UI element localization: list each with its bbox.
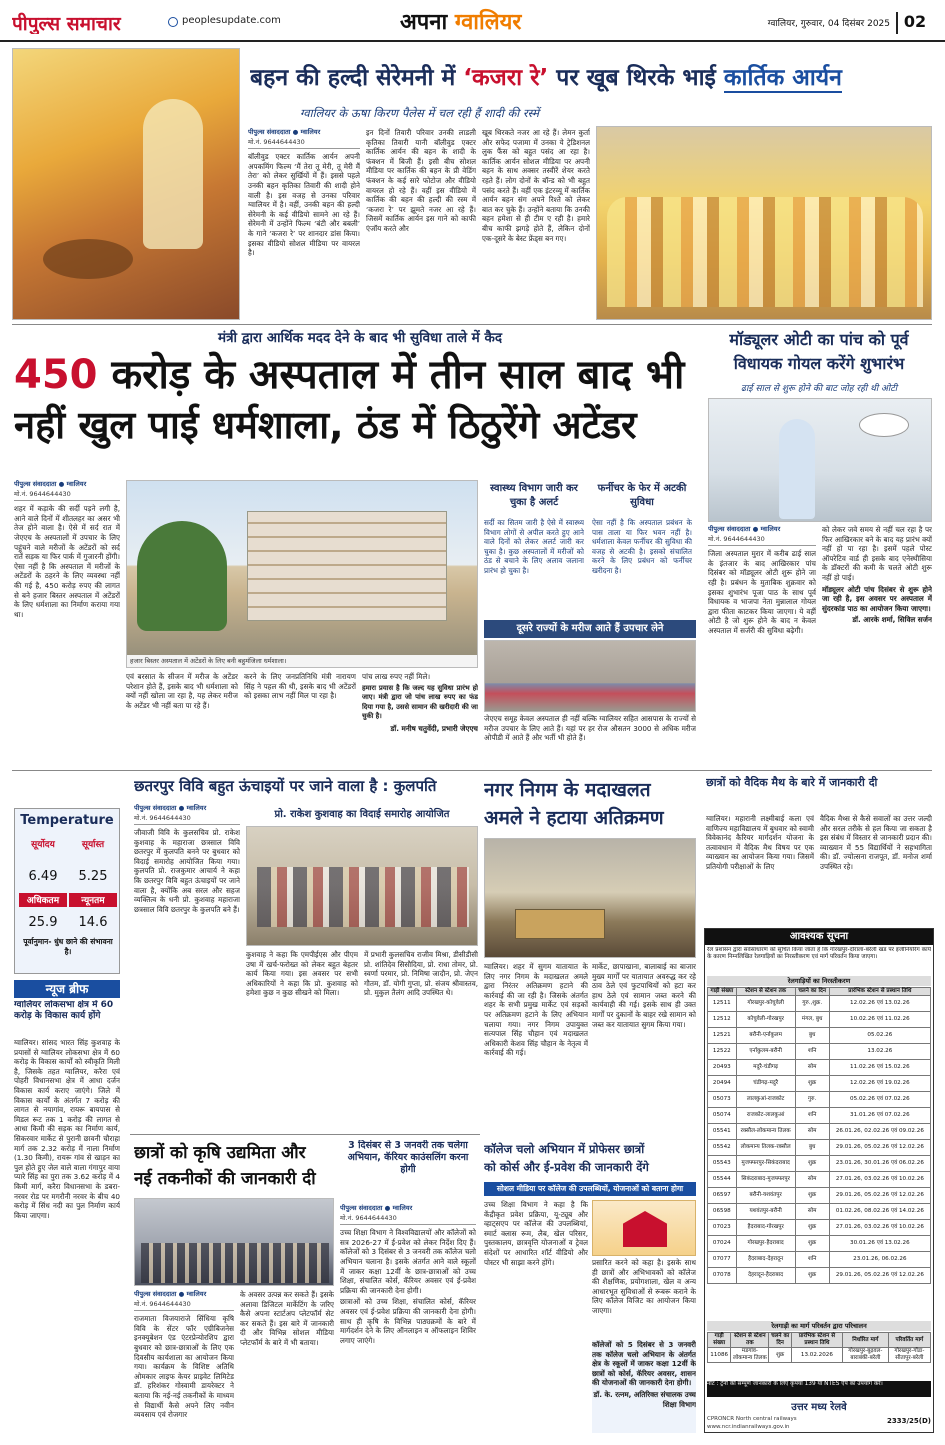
table-cell: 05073 [708, 1092, 737, 1108]
story2-mobile: मो.नं. 9644644430 [14, 489, 71, 498]
table-cell: गुरु.,शुक्र. [795, 996, 829, 1012]
story7-col2: के अवसर उत्पन्न कर सकते हैं। इसके अलावा डिजिटल मार्केटिंग के जरिए कैसे अपना स्टार्टअप प्लेटफॉर्म सेट कर सकते हैं। इस बारे में जानकारी दी और विभिन्न सोशल मीडिया प्लेटफॉर्म के बारे में भी बताया। [240, 1290, 334, 1347]
table-cell: बुध [795, 1028, 829, 1044]
table-row [708, 996, 931, 1012]
table-cell: रक्सौल-लोकमान्य तिलक [736, 1124, 795, 1140]
story8-text-1: उच्च शिक्षा विभाग ने विश्वविद्यालयों और कॉलेजों को सत्र 2026-27 में ई-प्रवेश को लेकर निर्देश दिए हैं। कॉलेजों को 3 दिसंबर से 3 जनवरी तक कॉलेज चलो अभियान चलाना है। इसके अंतर्गत आने वाले स्कूलों में जाकर कक्षा 12वीं के छात्र-छात्राओं को उच्च शिक्षा, संचालित कोर्स, कॅरियर अवसर एवं ई-प्रवेश प्रक्रिया की जानकारी देना होगी। [340, 1228, 476, 1295]
story7-col1 [134, 1290, 234, 1433]
story9-col2: प्रसारित करने को कहा है। इसके साथ ही छात्रों और अभिभावकों को कॉलेज की शैक्षणिक, प्रयोगशाला, खेल व अन्य आधारभूत सुविधाओं से रूबरू कराने के लिए कॉलेज विजिट का आयोजन किया जाएगा। [592, 1258, 696, 1315]
college-illustration [592, 1200, 696, 1256]
story3-headline-1: मॉड्यूलर ओटी का पांच को पूर्व [729, 330, 909, 349]
story5-col3: में प्रभारी कुलसचिव राजीव मिश्रा, डीसीडीसी प्रो. शांतिदेव सिसौदिया, प्रो. राधा तोमर, प्रो. स्वर्णा परमार, प्रो. निमिषा जादौन, प्रो. जेएन गौतम, डॉ. योगी गुप्ता, प्रो. संजय श्रीवास्तव, प्रो. मुकुल तैलंग आदि उपस्थित थे। [364, 950, 478, 998]
table-cell: 12512 [708, 1012, 737, 1028]
table-cell: हैदराबाद-देहरादून [736, 1252, 795, 1268]
table-row [708, 1252, 931, 1268]
table-row [708, 1268, 931, 1284]
website-url[interactable]: peoplesupdate.com [182, 15, 281, 26]
cancellation-table-wrap [707, 987, 931, 1317]
story2-col4 [362, 672, 478, 765]
table-row [708, 1028, 931, 1044]
story9-headline-1: कॉलेज चलो अभियान में प्रोफेसर छात्रों [484, 1142, 645, 1156]
reroute-title: रेलगाड़ी का मार्ग परिवर्तन द्वारा परिचालन [707, 1321, 931, 1331]
table-cell: मुजफ्फरपुर-सिकंदराबाद [736, 1156, 795, 1172]
story9-headline [484, 1140, 696, 1180]
table-cell: बरौनी-एर्नाकुलम [736, 1028, 795, 1044]
table-cell: राजकोट-लालकुआं [736, 1108, 795, 1124]
story5-subhead: प्रो. राकेश कुशवाह का विदाई समारोह आयोजित [274, 809, 450, 820]
table-cell: 12.02.26 एवं 13.02.26 [829, 996, 930, 1012]
dateline: ग्वालियर, गुरुवार, 04 दिसंबर 2025 [767, 19, 890, 29]
story2-byline: पीपुल्स संवाददाता ● ग्वालियर [14, 480, 87, 488]
story1-headline [250, 60, 930, 102]
college-building-icon [623, 1211, 667, 1247]
table-cell: शुक्र [795, 1220, 829, 1236]
table-cell: सोम [795, 1204, 829, 1220]
story2-col3: करने के लिए जनप्रतिनिधि मंत्री नारायण सिंह ने पहल की थी, इसके बाद भी अटेंडरों को इसका लाभ नहीं मिल पा रहा है। [244, 672, 356, 701]
story6-col1: ग्वालियर। शहर में सुगम यातायात के लिए नगर निगम के मदाखलत अमले द्वारा निरंतर अतिक्रमण हटाने की कार्रवाई की जा रही है। जिसके अंतर्गत शहर के सभी प्रमुख मार्केट एवं सड़कों पर अतिक्रमण हटाने के लिए अभियान चलाया गया। नगर निगम उपायुक्त सत्यपाल सिंह चौहान एवं मदाखलत अधिकारी केशव सिंह चौहान के नेतृत्व में कार्रवाई की गई। [484, 962, 588, 1058]
story2-text-4: पांच लाख रुपए नहीं मिले। [362, 672, 431, 681]
table-cell: शनि [795, 1252, 829, 1268]
story1-col1 [248, 128, 360, 320]
table-cell: 07077 [708, 1252, 737, 1268]
story2-kicker: मंत्री द्वारा आर्थिक मदद देने के बाद भी सुविधा ताले में कैद [218, 330, 502, 346]
story2-headline [14, 350, 704, 468]
story1-col2: इन दिनों तिवारी परिवार उनकी लाडली कृतिका तिवारी यानी बॉलीवुड एक्टर कार्तिक आर्यन की बहन के शादी के फंक्शन में बिजी हैं। इसी बीच सोशल मीडिया पर कार्तिक की बहन के प्री वेडिंग फंक्शन के कई सारे फोटोज और वीडियो वायरल हो रहे हैं। वहीं इस वीडियो में कार्तिक की बहन की हल्दी की रस्म में ‘कजरा रे’ पर झूमते नजर आ रहे हैं। जिसमें कार्तिक आर्यन इस गाने को काफी एंजॉय करते और [366, 128, 476, 233]
table-cell: शनि [795, 1108, 829, 1124]
story6-headline-2: अमले ने हटाया अतिक्रमण [484, 807, 664, 829]
story7-byline: पीपुल्स संवाददाता ● ग्वालियर [134, 1290, 207, 1298]
table-cell: मडगांव-लोकमान्य तिलक [731, 1348, 769, 1363]
table-cell: 07024 [708, 1236, 737, 1252]
story1-col3: खूब थिरकते नजर आ रहे हैं। लेमन कुर्ता और सफेद पजामा में उनका ये ट्रेडिशनल लुक फैंस को बहुत पसंद आ रहा है। कार्तिक आर्यन सोशल मीडिया पर अपनी बहन के साथ अक्सर तस्वीरें शेयर करते रहते हैं। लोग दोनों के बॉन्ड को भी बहुत पसंद करते हैं। वहीं एक इंटरव्यू में कार्तिक आर्यन बहन संग अपने रिश्ते को लेकर बात कर चुके हैं। उन्होंने बताया कि उनकी बहन हमेशा से ही टीम ए रही है। हमारे बीच काफी झगड़े होते हैं, लेकिन दोनों एक-दूसरे के बेस्ट फ्रेंड्स बन गए। [482, 128, 590, 243]
table-cell: लोकमान्य तिलक-रक्सौल [736, 1140, 795, 1156]
story3-col1 [708, 525, 816, 765]
doctor-shape [779, 419, 815, 519]
table-cell: 26.01.26, 02.02.26 एवं 09.02.26 [829, 1124, 930, 1140]
table-cell: यशवंतपुर-बरौनी [736, 1204, 795, 1220]
table-row [708, 1236, 931, 1252]
tree-shape [137, 521, 227, 631]
story2-box-head: दूसरे राज्यों के मरीज आते हैं उपचार लेने [484, 620, 696, 638]
story9-banner: सोशल मीडिया पर कॉलेज की उपलब्धियों, योजनाओं को बताना होगा [484, 1182, 696, 1196]
divider-2 [12, 770, 932, 771]
table-cell: 27.01.26, 03.02.26 एवं 10.02.26 [829, 1172, 930, 1188]
story3-col2 [822, 525, 932, 765]
table-cell: 30.01.26 एवं 13.02.26 [829, 1236, 930, 1252]
table-cell: हैदराबाद-गोरखपुर [736, 1220, 795, 1236]
story8-headline: 3 दिसंबर से 3 जनवरी तक चलेगा अभियान, कॅरियर काउंसलिंग करना होगी [347, 1140, 469, 1175]
table-cell: 01.02.26, 08.02.26 एवं 14.02.26 [829, 1204, 930, 1220]
table-cell: 11.02.26 एवं 15.02.26 [829, 1060, 930, 1076]
people-row-shape [257, 867, 469, 927]
table-row [708, 1108, 931, 1124]
table-row [708, 1156, 931, 1172]
building-shape [247, 511, 447, 621]
brief-title: न्यूज ब्रीफ [14, 980, 120, 998]
table-cell: 12511 [708, 996, 737, 1012]
railway-footer-note: नोट : ट्रेनों की सम्पूर्ण जानकारी के लिए कृपया 139 या NTES ऐप का उपयोग करें। [707, 1381, 931, 1397]
story2-headline-text1: करोड़ के अस्पताल में तीन साल बाद भी [111, 352, 685, 398]
brief-headline: ग्वालियर लोकसभा क्षेत्र में 60 करोड़ के विकास कार्य होंगे [14, 1000, 114, 1021]
story1-subhead: ग्वालियर के ऊषा किरण पैलेस में चल रही हैं शादी की रस्में [300, 106, 539, 120]
story1-mobile: मो.नं. 9644644430 [248, 137, 305, 146]
story2-box-text: जेएएच समूह केवल अस्पताल ही नहीं बल्कि ग्वालियर सहित आसपास के राज्यों से मरीज उपचार के लिए आते हैं। यहां पर हर रोज औसतन 3000 से अधिक मरीज ओपीडी में आते हैं और भर्ती भी होते हैं। [484, 714, 696, 743]
table-row [708, 1124, 931, 1140]
railway-table-title: रेलगाड़ियों का निरस्तीकरण [707, 976, 931, 986]
story2-col1 [14, 480, 120, 765]
table-cell: शनि [795, 1044, 829, 1060]
table-cell: 31.01.26 एवं 07.02.26 [829, 1108, 930, 1124]
table-cell: 05543 [708, 1156, 737, 1172]
story3-headline [706, 328, 932, 380]
story2-headline-line2: नहीं खुल पाई धर्मशाला, ठंड में ठिठुरेंगे अटेंडर [14, 403, 637, 447]
table-cell: 06598 [708, 1204, 737, 1220]
railway-intro: रेल प्रशासन द्वारा सर्वसाधारण को सूचित किया जाता है कि गोरखपुर-दौराला-बरेली खंड पर इंजीनियरिंग कार्य के कारण निम्नलिखित रेलगाड़ियों का निरस्तीकरण एवं मार्ग परिवर्तन किया जाएगा। [707, 947, 931, 960]
story7-headline-2: नई तकनीकों की जानकारी दी [134, 1169, 316, 1189]
table-cell: 05544 [708, 1172, 737, 1188]
table-cell: 29.01.26, 05.02.26 एवं 12.02.26 [829, 1188, 930, 1204]
reroute-header-1: स्टेशन से स्टेशन तक [731, 1333, 769, 1348]
page-number: 02 [896, 12, 932, 34]
story2-side-text1: सर्दी का सितम जारी है ऐसे में स्वास्थ्य विभाग लोगों से अपील करते हुए आने वाले दिनों को लेकर अलर्ट जारी कर चुका है। कुछ अस्पतालों में मरीजों को ठंड से बचाने के लिए अलाव जलाना प्रारंभ हो चुका है। [484, 518, 584, 575]
hospital-photo-caption: हजार बिस्तर अस्पताल में अटेंडरों के लिए बनी बहुमंजिला धर्मशाला। [127, 655, 478, 668]
max-label: अधिकतम [19, 893, 67, 907]
table-cell: देहरादून-हैदराबाद [736, 1268, 795, 1284]
story2-side-text2: ऐसा नहीं है कि अस्पताल प्रबंधन के पास ताला या फिर भवन नहीं है। धर्मशाला केवल फर्नीचर की सुविधा की वजह से अटकी है। इसको संचालित करने के लिए प्रबंधन को फर्नीचर खरीदना है। [592, 518, 692, 575]
reroute-table-wrap [707, 1332, 931, 1378]
railway-notice [704, 928, 934, 1433]
story6-col2: मार्केट, छापाखाना, बालाबाई का बाजार मुख्य मार्गों पर यातायात अवरुद्ध कर रहे ठाव ठेले एवं फुटपाथियों को हटा कर हाथ ठेले एवं सामान जब्त करने की कार्यवाही की गई। इसके साथ ही उक्त मार्गों पर दुकानों के बाहर रखे सामान को जब्त कर यातायात सुगम किया गया। [592, 962, 696, 1029]
table-cell: कोचुवेली-गोरखपुर [736, 1012, 795, 1028]
table-cell: सोम [795, 1124, 829, 1140]
railway-zone: उत्तर मध्य रेलवे [791, 1402, 847, 1413]
story5-byline: पीपुल्स संवाददाता ● ग्वालियर [134, 804, 207, 812]
story3-note: मॉड्यूलर ओटी पांच दिसंबर से शुरू होने जा रही है, इस अवसर पर अस्पताल में सुंदरकांड पाठ का आयोजन किया जाएगा। [822, 584, 932, 613]
table-row [708, 1060, 931, 1076]
audience-shape [141, 1243, 329, 1283]
reroute-header-2: चलने का दिन [769, 1333, 791, 1348]
max-value: 25.9 [28, 915, 58, 930]
story7-text-1: राजमाता विजयाराजे सिंधिया कृषि विवि के सेंटर फॉर एग्रीबिजनेस इनक्यूबेशन एंड एंटरप्रेन्योरशिप द्वारा बुधवार को छात्र-छात्राओं के लिए एक दिवसीय कार्यशाला का आयोजन किया गया। कार्यक्रम के विशिष्ट अतिथि ओमकार लाइफ केयर प्राइवेट लिमिटेड डॉ. हरिशंकर गोस्वामी डायरेक्टर ने बताया कि नई-नई तकनीकों के माध्यम से विद्यार्थी कैसे अपने लिए नवीन व्यवसाय एवं रोजगार [134, 1314, 234, 1420]
patients-photo [484, 640, 696, 712]
table-cell: सिकंदराबाद-मुजफ्फरपुर [736, 1172, 795, 1188]
story3-text-2: को लेकर जवे समय से नहीं चल रहा है पर फिर आखिरकार बने के बाद यह प्रारंभ क्यों नहीं हो पा रहा है। इसमें पहले पोस्ट ऑपरेटिव वार्ड ही इसके बाद एनेस्थीसिया के डॉक्टरों की कमी के चलते ओटी शुरू नहीं हो पाई। [822, 525, 932, 582]
paper-logo[interactable]: पीपुल्स समाचार [12, 13, 121, 34]
table-cell: गुरु. [795, 1092, 829, 1108]
divider-1 [12, 324, 932, 325]
table-cell: 27.01.26, 03.02.26 एवं 10.02.26 [829, 1220, 930, 1236]
story5-mobile: मो.नं. 9644644430 [134, 813, 191, 822]
min-label: न्यूनतम [69, 893, 117, 907]
railway-tender-no: 2333/25(D) [887, 1417, 931, 1425]
story1-headline-c: पर खूब थिरके भाई [556, 65, 716, 91]
story6-headline [484, 776, 696, 836]
table-row [708, 1012, 931, 1028]
table-cell: शुक्र [795, 1236, 829, 1252]
table-row [708, 1076, 931, 1092]
sunrise-value: 6.49 [28, 869, 58, 884]
section-title [400, 6, 600, 36]
table-cell: 12522 [708, 1044, 737, 1060]
table-cell: गोरखपुर-हैदराबाद [736, 1236, 795, 1252]
table-cell: 29.01.26, 05.02.26 एवं 12.02.26 [829, 1140, 930, 1156]
story7-mobile: मो.नं. 9644644430 [134, 1299, 191, 1308]
reroute-header-0: गाड़ी संख्या [708, 1333, 731, 1348]
table-row [708, 1140, 931, 1156]
haldi-photo-right [596, 126, 932, 320]
story8-byline: पीपुल्स संवाददाता ● ग्वालियर [340, 1204, 413, 1212]
reroute-row [708, 1348, 931, 1363]
table-row [708, 1044, 931, 1060]
story4-col2: वैदिक मैथ्स से कैसे सवालों का उत्तर जल्दी और सरल तरीके से हल किया जा सकता है इस संबंध में विस्तार से जानकारी प्रदान की। व्याख्यान में 55 विद्यार्थियों ने सहभागिता की। डॉ. ज्योत्सना राजपूत, डॉ. मनोज शर्मा उपस्थित रहे। [820, 814, 932, 871]
story9-note: कॉलेजों को 5 दिसंबर से 3 जनवरी तक कॉलेज चलो अभियान के अंतर्गत क्षेत्र के स्कूलों में जाकर कक्षा 12वीं के छात्रों को कोर्स, कॅरियर अवसर, शासन की योजनाओं की जानकारी देना होगी। [592, 1340, 696, 1388]
story2-quote-by: डॉ. मनीष चतुर्वेदी, प्रभारी जेएएच [390, 723, 478, 733]
story5-headline: छतरपुर विवि बहुत ऊंचाइयों पर जाने वाला है : कुलपति [134, 777, 437, 795]
sunset-value: 5.25 [78, 869, 108, 884]
table-cell: 07078 [708, 1268, 737, 1284]
min-value: 14.6 [78, 915, 108, 930]
story7-headline-1: छात्रों को कृषि उद्यमिता और [134, 1143, 306, 1163]
story5-byline-box [134, 804, 240, 826]
story2-side-head2: फर्नीचर के फेर में अटकी सुविधा [597, 483, 687, 508]
table-row [708, 1220, 931, 1236]
table-cell: 11086 [708, 1348, 731, 1363]
table-row [708, 1092, 931, 1108]
story9-note-box [592, 1340, 696, 1433]
table-cell: 12.02.26 एवं 19.02.26 [829, 1076, 930, 1092]
story9-note-by: डॉ. के. रत्नम, अतिरिक्त संचालक उच्च शिक्षा विभाग [593, 1389, 696, 1409]
story2-side-head1: स्वास्थ्य विभाग जारी कर चुका है अलर्ट [490, 483, 578, 508]
story4-headline: छात्रों को वैदिक मैथ के बारे में जानकारी दी [706, 776, 878, 789]
railway-social[interactable]: CPRONCR North central railways www.ncr.indianrailways.gov.in [707, 1416, 797, 1430]
story2-text-1: शहर में कड़ाके की सर्दी पड़ने लगी है, आने वाले दिनों में शीतलहर का असर भी तेज होने वाला है। ऐसे में सर्द रात में जेएएच के अस्पतालों में उपचार के लिए पहुंचने वाले मरीजों के अटेंडरों को सर्द रातें सड़क या फिर पार्क में गुजारनी होंगी। ऐसा नहीं है कि अस्पताल में मरीजों के अटेंडरों के ठहरने के लिए व्यवस्था नहीं की गई है, 450 करोड़ रुपए की लागत से बने हजार बिस्तर अस्पताल में अटेंडरों के लिए धर्मशाला का निर्माण कराया गया था। [14, 504, 120, 619]
table-row [708, 1204, 931, 1220]
crowd-shape [607, 197, 923, 307]
table-cell: 29.01.26, 05.02.26 एवं 12.02.26 [829, 1268, 930, 1284]
story5-col1: जीवाजी विवि के कुलसचिव प्रो. राकेश कुशवाह के महाराजा छत्रसाल विवि छतरपुर में कुलपति बनने पर बुधवार को विदाई समारोह आयोजित किया गया। कुलपति प्रो. राजकुमार आचार्य ने कहा कि छतरपुर विवि बहुत ऊंचाइयों पर जाने वाला है, क्योंकि अब सरल और सहज व्यक्तित्व के धनी प्रो. कुशवाह महाराजा छत्रसाल विवि छतरपुर के कुलपति बने हैं। [134, 828, 240, 914]
table-cell: 05542 [708, 1140, 737, 1156]
section-title-orange: ग्वालियर [454, 10, 522, 35]
ot-photo [708, 398, 932, 522]
story2-headline-num: 450 [14, 352, 98, 398]
table-cell: 05074 [708, 1108, 737, 1124]
story9-headline-2: को कोर्स और ई-प्रवेश की जानकारी देंगे [484, 1160, 649, 1174]
table-cell: बुध [795, 1140, 829, 1156]
table-cell: लालकुआं-राजकोट [736, 1092, 795, 1108]
table-cell: 23.01.26, 06.02.26 [829, 1252, 930, 1268]
table-cell: शुक्र [795, 1076, 829, 1092]
workshop-photo [134, 1198, 334, 1286]
table-cell: मंगल, बुध [795, 1012, 829, 1028]
cancellation-header-1: स्टेशन से स्टेशन तक [736, 988, 795, 996]
table-cell: मदुरै-चंडीगढ़ [736, 1060, 795, 1076]
story5-col2: कुशवाह ने कहा कि एमपीईएस और पीएम उषा में खर्च-फरोख्त को लेकर बहुत बेहतर कार्य किया गया। इस अवसर पर सभी अधिकारियों ने कहा कि प्रो. कुशवाह को हमेशा कुछ न कुछ सीखने को मिला। [246, 950, 358, 998]
forecast-text: पूर्वानुमान- धुंध छाने की संभावना है। [23, 937, 113, 956]
sunrise-label: सूर्योदय [31, 840, 55, 850]
cancellation-header-3: प्रारंभिक स्टेशन से प्रस्थान तिथि [829, 988, 930, 996]
globe-icon [168, 17, 178, 27]
table-row [708, 1188, 931, 1204]
table-cell: गोरखपुर-बुढ़वल-बाराबंकी-बरेली [843, 1348, 889, 1363]
table-cell: 07023 [708, 1220, 737, 1236]
story1-headline-d: कार्तिक आर्यन [723, 65, 842, 91]
masthead [0, 0, 945, 42]
section-title-black: अपना [400, 10, 448, 35]
reroute-table [707, 1332, 931, 1363]
table-cell: 13.02.2026 [791, 1348, 842, 1363]
hospital-photo [126, 480, 478, 668]
table-cell: 10.02.26 एवं 11.02.26 [829, 1012, 930, 1028]
sunset-label: सूर्यास्त [81, 840, 105, 850]
story3-note-by: डॉ. आरके शर्मा, सिविल सर्जन [852, 615, 932, 625]
story2-quote: हमारा प्रयास है कि जल्द यह सुविधा प्रारंभ हो जाए। मंत्री द्वारा जो पांच लाख रुपए का फंड दिया गया है, उससे सामान की खरीदारी की जा चुकी है। [362, 683, 478, 721]
table-cell: सोम [795, 1060, 829, 1076]
railway-title: आवश्यक सूचना [705, 929, 933, 945]
brief-text: ग्वालियर। सांसद भारत सिंह कुशवाह के प्रयासों से ग्वालियर लोकसभा क्षेत्र में 60 करोड़ के विकास कार्यों को स्वीकृति मिली है, जिसके तहत ग्वालियर, करैरा एवं पोहरी विधानसभा क्षेत्र में आधा दर्जन विकास कार्य कराए जाएंगे। जिले में विकास कार्यों के अंतर्गत 7 करोड़ की लागत से नयागांव, रायरू बायपास से मिडल रूट तक 1 करोड़ की लागत से आधा किमी की सड़क का निर्माण कार्य, सिकरवार मार्केट से पुरानी छावनी चौराहा मार्ग तक 2.32 करोड़ में नाला निर्माण (1.30 किमी), रायरू गांव से खाड़न का पुल होते हुए जेल वाले वाला गंगापुर वाया प्यारे सिंह का पुरा तक 3.62 करोड़ में 4 किमी मार्ग, करैरा विधानसभा के डबरा-नरवर रोड पर मगरौनी नरवर के बीच 40 करोड़ में सिंध नदी का पुल निर्माण कार्य किया जाएगा। [14, 1038, 120, 1220]
reroute-header-3: प्रारंभिक स्टेशन से प्रस्थान तिथि [791, 1333, 842, 1348]
temperature-box [14, 808, 120, 974]
story3-mobile: मो.नं. 9644644430 [708, 534, 765, 543]
table-cell: शुक्र [795, 1156, 829, 1172]
story7-headline [134, 1140, 334, 1196]
table-cell: गोरखपुर-गोंडा-सीतापुर-बरेली [888, 1348, 930, 1363]
table-cell: शुक्र [795, 1268, 829, 1284]
table-cell: सोम [795, 1172, 829, 1188]
ot-lamp-shape [859, 413, 909, 437]
story3-headline-2: विधायक गोयल करेंगे शुभारंभ [733, 354, 905, 373]
story1-text-1: बॉलीवुड एक्टर कार्तिक आर्यन अपनी अपकमिंग फिल्म ‘मैं तेरा तू मेरी, तू मेरी मैं तेरा’ को लेकर सुर्खियों में हैं। इससे पहले उनकी बहन कृतिका तिवारी की शादी होने वाली है। इस वजह से उनका परिवार ग्वालियर में है। वहीं, उनकी बहन की हल्दी सेरेमनी के कई वीडियो सामने आ रहे हैं। सेरेमनी में उन्होंने फिल्म ‘बंटी और बबली’ के गाने ‘कजरा रे’ पर शानदार डांस किया। इसका वीडियो सोशल मीडिया पर वायरल है। [248, 152, 360, 258]
table-cell: चंडीगढ़-मदुरै [736, 1076, 795, 1092]
table-cell: 20493 [708, 1060, 737, 1076]
table-cell: 05.02.26 एवं 07.02.26 [829, 1092, 930, 1108]
cart-shape [515, 909, 605, 939]
cancellation-table [707, 987, 931, 1284]
table-cell: शुक्र [795, 1188, 829, 1204]
table-cell: गोरखपुर-कोचुवेली [736, 996, 795, 1012]
story8-mobile: मो.नं. 9644644430 [340, 1213, 397, 1222]
table-row [708, 1172, 931, 1188]
story4-col1: ग्वालियर। महारानी लक्ष्मीबाई कला एवं वाणिज्य महाविद्यालय में बुधवार को स्वामी विवेकानंद कैरियर मार्गदर्शन योजना के तत्वावधान में वैदिक मैथ विषय पर एक व्याख्यान का आयोजन किया गया। जिसमें प्रतियोगी परीक्षाओं के लिए [706, 814, 814, 871]
story1-headline-b: ‘कजरा रे’ [463, 65, 549, 91]
story2-col2: एवं बरसात के सीजन में मरीज के अटेंडर परेशान होते हैं, इसके बाद भी धर्मशाला को क्यों नहीं खोला जा रहा है, यह लेकर मरीज के अटेंडर भी नहीं बता पा रहे हैं। [126, 672, 238, 710]
cancellation-header-0: गाड़ी संख्या [708, 988, 737, 996]
story1-byline: पीपुल्स संवाददाता ● ग्वालियर [248, 128, 321, 136]
divider-3 [130, 1134, 480, 1135]
story8-text-2: छात्राओं को उच्च शिक्षा, संचालित कोर्स, कॅरियर अवसर एवं ई-प्रवेश प्रक्रिया की जानकारी देना होगी। साथ ही कृषि के विभिन्न पाठ्यक्रमों के बारे में मार्गदर्शन देने के लिए ऑनलाइन व ऑफलाइन शिविर लगाए जाएंगे। [340, 1297, 476, 1345]
cancellation-header-2: चलने का दिन [795, 988, 829, 996]
table-cell: 20494 [708, 1076, 737, 1092]
encroachment-photo [484, 838, 696, 958]
table-cell: 05.02.26 [829, 1028, 930, 1044]
ceremony-photo [246, 826, 478, 946]
story8-col1 [340, 1204, 476, 1433]
reroute-header-5: परिवर्तित मार्ग [888, 1333, 930, 1348]
table-cell: 06597 [708, 1188, 737, 1204]
story2-headline-line1 [14, 350, 704, 400]
table-cell: 12521 [708, 1028, 737, 1044]
story9-col1: उच्च शिक्षा विभाग ने कहा है कि केंद्रीकृत प्रवेश प्रक्रिया, यू-ट्यूब और व्हाट्सएप पर कॉलेज की उपलब्धियां, स्मार्ट क्लास रूम, लैब, खेल परिसर, पुस्तकालय, छात्रवृत्ति योजनाओं व ट्रेवल संदेशों पर आधारित शॉर्ट वीडियो और पोस्टर भी साझा करने होंगे। [484, 1200, 588, 1267]
story1-headline-a: बहन की हल्दी सेरेमनी में [250, 65, 456, 91]
table-cell: बरौनी-यशवंतपुर [736, 1188, 795, 1204]
haldi-photo-left [12, 48, 240, 320]
table-cell: शुक्र [769, 1348, 791, 1363]
story3-subhead: ढाई साल से शुरू होने की बाट जोह रही थी ओटी [740, 384, 898, 394]
table-cell: 23.01.26, 30.01.26 एवं 06.02.26 [829, 1156, 930, 1172]
reroute-header-4: निर्धारित मार्ग [843, 1333, 889, 1348]
table-cell: एर्नाकुलम-बरौनी [736, 1044, 795, 1060]
story3-text-1: जिला अस्पताल मुरार में करीब ढाई साल के इंतजार के बाद आखिरकार पांच दिसंबर को मॉड्यूलर ओटी शुरू होने जा रही है। प्रबंधन के मुताबिक शुक्रवार को इसका शुभारंभ पूजा पाठ के साथ पूर्व विधायक व भाजपा नेता मुन्नालाल गोयल द्वारा फीता काटकर किया जाएगा। ये वहीं ओटी है जो शुरू होने के बाद न केवल अस्पताल में सर्जरी की सुविधा बढ़ेगी। [708, 549, 816, 635]
table-cell: 13.02.26 [829, 1044, 930, 1060]
story3-byline: पीपुल्स संवाददाता ● ग्वालियर [708, 525, 781, 533]
table-cell: 05541 [708, 1124, 737, 1140]
basket-shape [43, 239, 133, 279]
story6-headline-1: नगर निगम के मदाखलत [484, 779, 651, 801]
temperature-title: Temperature [20, 813, 114, 828]
dancer-silhouette [143, 99, 203, 249]
